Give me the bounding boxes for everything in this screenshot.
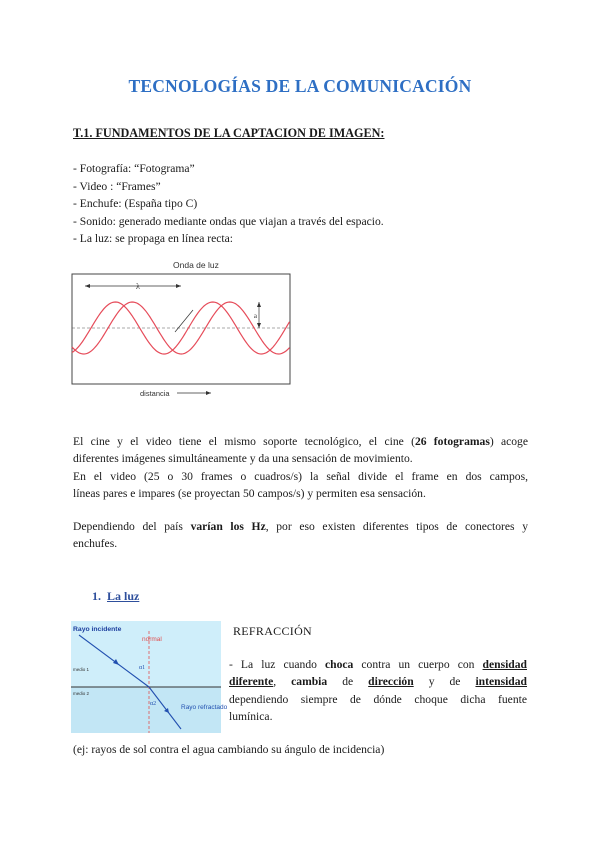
paragraph-line: [73, 518, 528, 535]
bullet-item: - Fotografía: “Fotograma”: [73, 162, 195, 175]
angle1-label: α1: [139, 665, 146, 671]
paragraph-line: diferentes imágenes simultáneamente y da una sensación de movimiento.: [73, 452, 413, 466]
refraction-figure: [71, 621, 228, 733]
paragraph-hz: [73, 518, 528, 553]
refraction-line: [229, 656, 527, 673]
text-run: , por eso existen diferentes tipos de conectores y: [265, 520, 528, 533]
bold-underlined-text: intensidad: [475, 675, 528, 689]
paragraph-cinema-video: [73, 433, 528, 503]
bold-underlined-text: diferente: [229, 675, 274, 689]
text-run: y de: [413, 675, 476, 689]
medium1-label: medio 1: [73, 667, 90, 672]
document-title: TECNOLOGÍAS DE LA COMUNICACIÓN: [128, 76, 472, 96]
bold-text: choca: [325, 658, 354, 671]
text-run: de: [327, 675, 369, 689]
section-heading: T.1. FUNDAMENTOS DE LA CAPTACION DE IMAGEN:: [73, 126, 385, 140]
subsection-heading: [92, 589, 139, 604]
amplitude-label: a: [253, 312, 257, 320]
bold-underlined-text: dirección: [368, 675, 414, 689]
refracted-label-text: Rayo refractado: [181, 704, 228, 711]
subsection-number: 1.: [92, 589, 101, 603]
bold-text: 26 fotogramas: [414, 435, 490, 448]
refraction-heading: REFRACCIÓN: [233, 624, 313, 638]
text-run: ) acoge: [489, 435, 528, 448]
refraction-line: [229, 673, 527, 690]
bullet-item: - La luz: se propaga en línea recta:: [73, 232, 233, 246]
paragraph-line: En el video (25 o 30 frames o cuadros/s) la señal divide el frame en dos campos,: [73, 469, 528, 483]
text-run: - La luz cuando: [229, 658, 325, 671]
bold-underlined-text: densidad: [482, 658, 527, 671]
text-run: El cine y el video tiene el mismo soporte tecnológico, el cine (: [73, 435, 415, 448]
bullet-list: [73, 160, 384, 248]
paragraph-line: [73, 433, 528, 450]
wave-figure-title: Onda de luz: [173, 260, 219, 270]
distance-label: distancia: [140, 389, 170, 398]
arrow-head: [206, 391, 211, 395]
paragraph-line: enchufes.: [73, 537, 118, 551]
wave-frame: [72, 274, 290, 384]
angle2-label: α2: [150, 701, 157, 707]
refracted-label: [181, 704, 228, 711]
bullet-item: - Enchufe: (España tipo C): [73, 197, 198, 211]
bold-text: cambia: [291, 675, 328, 689]
paragraph-line: líneas pares e impares (se proyectan 50 campos/s) y permiten esa sensación.: [73, 487, 426, 501]
refraction-line: dependiendo siempre de dónde choque dicha fuente: [229, 692, 527, 706]
incident-label: Rayo incidente: [73, 626, 122, 633]
subsection-title: La luz: [107, 589, 140, 603]
normal-label: normal: [142, 636, 162, 643]
bold-text: varían los Hz: [190, 520, 266, 533]
text-run: ,: [273, 675, 292, 689]
medium2-label: medio 2: [73, 691, 90, 696]
refraction-description: [229, 656, 527, 726]
text-run: Dependiendo del país: [73, 520, 191, 533]
refraction-line: lumínica.: [229, 710, 273, 724]
light-wave-figure: [71, 254, 293, 402]
text-run: contra un cuerpo con: [353, 658, 483, 671]
bullet-item: - Sonido: generado mediante ondas que viajan a través del espacio.: [73, 214, 384, 228]
wavelength-label: λ: [136, 282, 140, 291]
example-note: (ej: rayos de sol contra el agua cambiando su ángulo de incidencia): [73, 743, 385, 756]
bullet-item: - Video : “Frames”: [73, 179, 161, 193]
